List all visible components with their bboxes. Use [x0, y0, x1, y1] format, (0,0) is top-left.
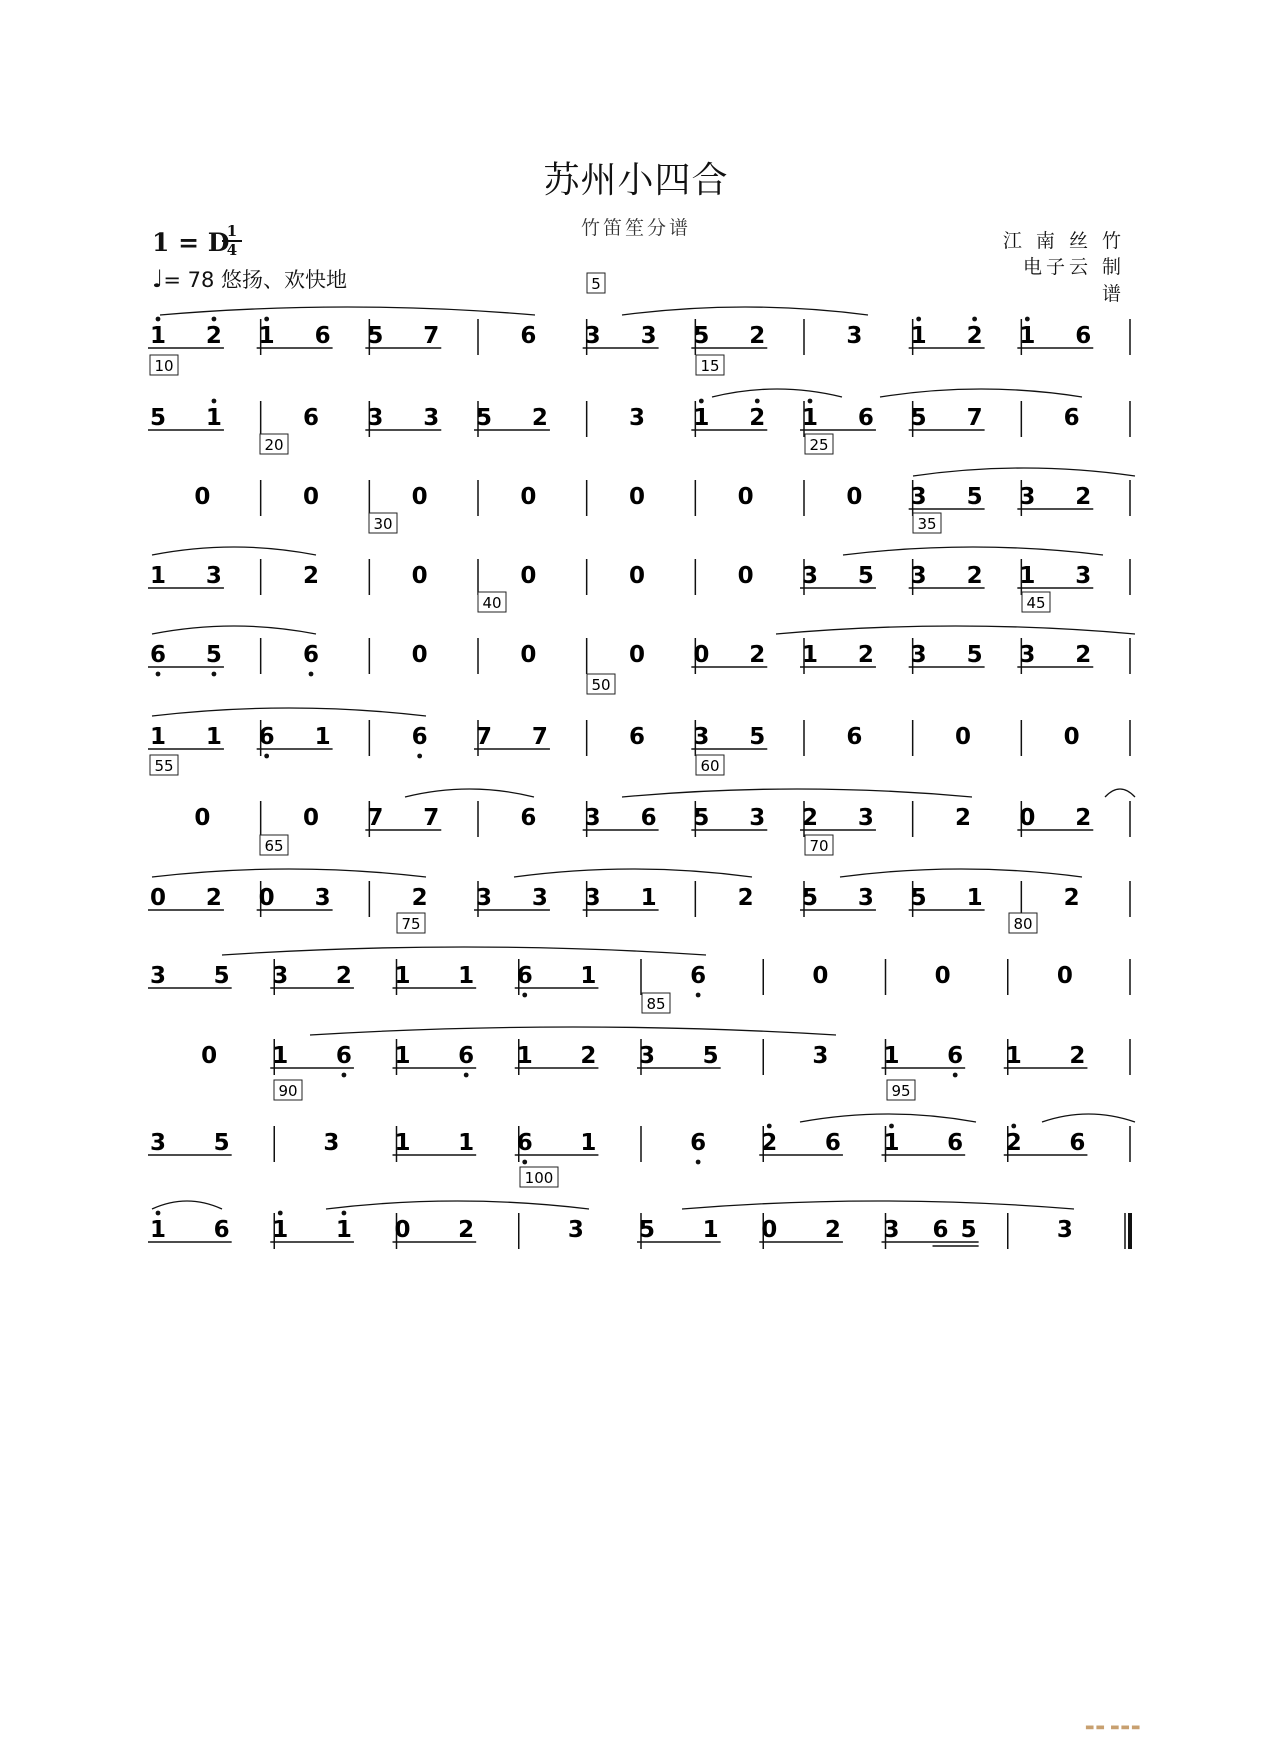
note-digit: 0 [1019, 805, 1036, 831]
note-digit: 2 [411, 885, 428, 911]
bar-number: 35 [917, 515, 937, 533]
note-digit: 6 [932, 1217, 949, 1243]
note-digit: 3 [1019, 484, 1036, 510]
slur-arc [880, 389, 1082, 397]
high-octave-dot [278, 1211, 283, 1216]
bar-number: 75 [401, 915, 421, 933]
note-digit: 1 [1005, 1043, 1022, 1069]
note-digit: 0 [194, 484, 211, 510]
slur-arc [222, 947, 706, 955]
slur-arc [622, 307, 868, 315]
note-digit: 2 [205, 323, 222, 349]
low-octave-dot [464, 1073, 469, 1078]
note-digit: 3 [567, 1217, 584, 1243]
bar-number: 45 [1026, 594, 1046, 612]
high-octave-dot [889, 1124, 894, 1129]
bar-number: 60 [700, 757, 720, 775]
note-digit: 3 [883, 1217, 900, 1243]
note-digit: 1 [1019, 323, 1036, 349]
bar-number: 20 [264, 436, 284, 454]
bar-number: 10 [154, 357, 174, 375]
note-digit: 6 [520, 323, 537, 349]
note-digit: 5 [857, 563, 874, 589]
slur-arc [913, 468, 1135, 476]
note-digit: 3 [205, 563, 222, 589]
note-digit: 1 [149, 724, 167, 750]
note-digit: 0 [411, 642, 428, 668]
note-digit: 2 [737, 885, 754, 911]
note-digit: 5 [966, 484, 983, 510]
note-digit: 0 [628, 484, 646, 510]
note-digit: 3 [801, 563, 819, 589]
note-digit: 3 [693, 724, 710, 750]
note-digit: 3 [475, 885, 493, 911]
note-digit: 3 [910, 563, 927, 589]
slur-arc [160, 307, 535, 315]
note-digit: 5 [205, 642, 222, 668]
note-digit: 2 [458, 1217, 475, 1243]
note-digit: 3 [640, 323, 657, 349]
note-digit: 3 [314, 885, 331, 911]
note-digit: 3 [857, 805, 874, 831]
bar-number: 5 [591, 275, 601, 293]
note-digit: 1 [458, 963, 475, 989]
slur-arc [1042, 1114, 1135, 1122]
note-digit: 1 [1019, 563, 1036, 589]
note-digit: 3 [628, 405, 646, 431]
bar-number: 80 [1013, 915, 1033, 933]
low-octave-dot [696, 1160, 701, 1165]
note-digit: 0 [737, 484, 754, 510]
note-digit: 5 [693, 805, 710, 831]
note-digit: 6 [1063, 405, 1080, 431]
slur-arc [776, 626, 1135, 634]
note-digit: 3 [149, 963, 167, 989]
note-digit: 2 [857, 642, 874, 668]
note-digit: 2 [749, 405, 766, 431]
high-octave-dot [916, 317, 921, 322]
high-octave-dot [212, 399, 217, 404]
note-digit: 3 [423, 405, 440, 431]
bar-number: 85 [646, 995, 666, 1013]
note-digit: 1 [149, 563, 167, 589]
note-digit: 6 [947, 1130, 964, 1156]
note-digit: 3 [149, 1130, 167, 1156]
time-signature-numerator: 1 [226, 222, 238, 240]
high-octave-dot [156, 317, 161, 322]
note-digit: 2 [205, 885, 222, 911]
slur-arc [310, 1027, 836, 1035]
note-digit: 3 [531, 885, 548, 911]
note-digit: 3 [910, 642, 927, 668]
high-octave-dot [767, 1124, 772, 1129]
note-digit: 6 [302, 405, 320, 431]
note-digit: 1 [580, 1130, 597, 1156]
note-digit: 0 [846, 484, 863, 510]
note-digit: 3 [367, 405, 384, 431]
note-digit: 1 [149, 1217, 167, 1243]
note-digit: 1 [394, 1130, 411, 1156]
low-octave-dot [522, 1160, 527, 1165]
note-digit: 6 [690, 963, 707, 989]
high-octave-dot [808, 399, 813, 404]
note-digit: 0 [737, 563, 754, 589]
note-digit: 2 [580, 1043, 597, 1069]
bar-number: 50 [591, 676, 611, 694]
note-digit: 5 [910, 405, 927, 431]
note-digit: 3 [846, 323, 863, 349]
note-digit: 0 [628, 642, 646, 668]
bar-number: 95 [891, 1082, 911, 1100]
note-digit: 2 [966, 323, 983, 349]
note-digit: 1 [205, 724, 222, 750]
note-digit: 6 [640, 805, 657, 831]
note-digit: 1 [966, 885, 983, 911]
note-digit: 7 [423, 805, 440, 831]
high-octave-dot [755, 399, 760, 404]
note-digit: 5 [966, 642, 983, 668]
score-title: 苏州小四合 [543, 160, 729, 201]
note-digit: 2 [749, 642, 766, 668]
score-subtitle: 竹笛笙分谱 [580, 217, 691, 239]
note-digit: 1 [702, 1217, 719, 1243]
note-digit: 2 [954, 805, 972, 831]
note-digit: 3 [638, 1043, 656, 1069]
note-digit: 5 [749, 724, 766, 750]
slur-arc [152, 547, 316, 555]
note-digit: 1 [883, 1130, 900, 1156]
note-digit: 2 [1075, 484, 1092, 510]
high-octave-dot [972, 317, 977, 322]
note-digit: 2 [824, 1217, 841, 1243]
note-digit: 2 [302, 563, 320, 589]
note-digit: 1 [801, 642, 819, 668]
note-digit: 5 [910, 885, 927, 911]
low-octave-dot [212, 672, 217, 677]
slur-arc [843, 547, 1103, 555]
bar-number: 90 [278, 1082, 298, 1100]
note-digit: 7 [966, 405, 983, 431]
credit-transcriber: 电子云 制谱 [1022, 256, 1125, 305]
note-digit: 3 [272, 963, 289, 989]
note-digit: 1 [883, 1043, 900, 1069]
note-digit: 6 [947, 1043, 964, 1069]
note-digit: 2 [335, 963, 352, 989]
note-digit: 0 [520, 642, 537, 668]
note-digit: 3 [1019, 642, 1036, 668]
high-octave-dot [342, 1211, 347, 1216]
note-digit: 2 [1005, 1130, 1022, 1156]
bar-number: 70 [809, 837, 829, 855]
note-digit: 0 [954, 724, 972, 750]
time-signature-denominator: 4 [226, 241, 238, 259]
low-octave-dot [309, 672, 314, 677]
note-digit: 5 [801, 885, 819, 911]
note-digit: 0 [302, 484, 320, 510]
note-digit: 2 [1075, 642, 1092, 668]
note-digit: 2 [761, 1130, 778, 1156]
note-digit: 1 [910, 323, 927, 349]
low-octave-dot [156, 672, 161, 677]
note-digit: 6 [516, 963, 533, 989]
note-digit: 0 [258, 885, 275, 911]
note-digit: 1 [335, 1217, 352, 1243]
note-digit: 5 [960, 1217, 977, 1243]
note-digit: 5 [367, 323, 384, 349]
note-digit: 0 [812, 963, 829, 989]
high-octave-dot [699, 399, 704, 404]
note-digit: 5 [638, 1217, 656, 1243]
slur-arc [152, 708, 426, 716]
note-digit: 2 [801, 805, 819, 831]
note-digit: 6 [149, 642, 167, 668]
note-digit: 6 [857, 405, 874, 431]
note-digit: 1 [205, 405, 222, 431]
note-digit: 7 [531, 724, 548, 750]
slur-arc [152, 869, 426, 877]
slur-arc [682, 1201, 1074, 1209]
slur-arc [712, 389, 842, 397]
slur-arc [800, 1114, 976, 1122]
high-octave-dot [212, 317, 217, 322]
note-digit: 1 [580, 963, 597, 989]
note-digit: 7 [367, 805, 384, 831]
note-digit: 1 [458, 1130, 475, 1156]
low-octave-dot [953, 1073, 958, 1078]
slur-arc [326, 1201, 589, 1209]
note-digit: 1 [314, 724, 331, 750]
note-digit: 3 [584, 885, 601, 911]
note-digit: 5 [475, 405, 493, 431]
note-digit: 0 [628, 563, 646, 589]
note-digit: 0 [1063, 724, 1080, 750]
high-octave-dot [1011, 1124, 1016, 1129]
note-digit: 6 [1075, 323, 1092, 349]
note-digit: 6 [846, 724, 863, 750]
note-digit: 0 [520, 563, 537, 589]
high-octave-dot [1025, 317, 1030, 322]
note-digit: 0 [693, 642, 710, 668]
note-digit: 5 [149, 405, 167, 431]
note-digit: 6 [824, 1130, 841, 1156]
slur-arc [152, 1201, 222, 1209]
note-digit: 0 [520, 484, 537, 510]
low-octave-dot [417, 754, 422, 759]
tempo-text: = 78 悠扬、欢快地 [163, 268, 347, 292]
note-digit: 2 [1063, 885, 1080, 911]
note-digit: 6 [258, 724, 275, 750]
note-digit: 6 [411, 724, 428, 750]
note-digit: 2 [1069, 1043, 1086, 1069]
slur-arc [405, 789, 534, 797]
note-digit: 3 [323, 1130, 340, 1156]
note-digit: 1 [258, 323, 275, 349]
watermark: ▬▬ ▬▬▬ [1085, 1722, 1142, 1733]
note-digit: 1 [516, 1043, 533, 1069]
note-digit: 1 [272, 1043, 289, 1069]
slur-arc [514, 869, 752, 877]
note-digit: 3 [812, 1043, 829, 1069]
note-digit: 1 [272, 1217, 289, 1243]
note-digit: 7 [423, 323, 440, 349]
slur-arc [622, 789, 972, 797]
note-digit: 6 [213, 1217, 230, 1243]
note-digit: 6 [516, 1130, 533, 1156]
note-digit: 3 [584, 323, 601, 349]
note-digit: 1 [394, 963, 411, 989]
note-digit: 5 [213, 1130, 230, 1156]
note-digit: 6 [314, 323, 331, 349]
low-octave-dot [696, 993, 701, 998]
note-digit: 3 [1056, 1217, 1073, 1243]
slur-arc [840, 869, 1082, 877]
bar-number: 15 [700, 357, 720, 375]
note-digit: 7 [475, 724, 493, 750]
note-digit: 1 [693, 405, 710, 431]
note-digit: 0 [1056, 963, 1073, 989]
note-digit: 5 [213, 963, 230, 989]
note-digit: 1 [149, 323, 167, 349]
note-digit: 3 [857, 885, 874, 911]
bar-number: 65 [264, 837, 284, 855]
note-digit: 0 [149, 885, 167, 911]
note-digit: 1 [801, 405, 819, 431]
quarter-note-icon: ♩ [152, 265, 164, 293]
note-digit: 0 [411, 484, 428, 510]
slur-arc [1105, 789, 1135, 797]
note-digit: 0 [302, 805, 320, 831]
low-octave-dot [264, 754, 269, 759]
note-digit: 1 [394, 1043, 411, 1069]
note-digit: 0 [201, 1043, 218, 1069]
high-octave-dot [156, 1211, 161, 1216]
note-digit: 0 [411, 563, 428, 589]
bar-number: 55 [154, 757, 174, 775]
note-digit: 0 [761, 1217, 778, 1243]
bar-number: 30 [373, 515, 393, 533]
credit-origin: 江 南 丝 竹 [1002, 230, 1125, 252]
note-digit: 3 [749, 805, 766, 831]
bar-number: 40 [482, 594, 502, 612]
note-digit: 6 [1069, 1130, 1086, 1156]
key-signature: 1 = D [152, 228, 230, 257]
note-digit: 6 [302, 642, 320, 668]
bar-number: 100 [524, 1169, 554, 1187]
note-digit: 0 [934, 963, 951, 989]
note-digit: 0 [194, 805, 211, 831]
high-octave-dot [264, 317, 269, 322]
note-digit: 0 [394, 1217, 411, 1243]
note-digit: 6 [458, 1043, 475, 1069]
note-digit: 3 [584, 805, 601, 831]
note-digit: 2 [966, 563, 983, 589]
note-digit: 5 [702, 1043, 719, 1069]
bar-number: 25 [809, 436, 829, 454]
low-octave-dot [342, 1073, 347, 1078]
note-digit: 6 [628, 724, 646, 750]
note-digit: 2 [531, 405, 548, 431]
note-digit: 2 [1075, 805, 1092, 831]
low-octave-dot [522, 993, 527, 998]
note-digit: 6 [690, 1130, 707, 1156]
note-digit: 1 [640, 885, 657, 911]
note-digit: 2 [749, 323, 766, 349]
note-digit: 6 [520, 805, 537, 831]
slur-arc [152, 626, 316, 634]
note-digit: 3 [910, 484, 927, 510]
note-digit: 6 [335, 1043, 352, 1069]
note-digit: 5 [693, 323, 710, 349]
note-digit: 3 [1075, 563, 1092, 589]
